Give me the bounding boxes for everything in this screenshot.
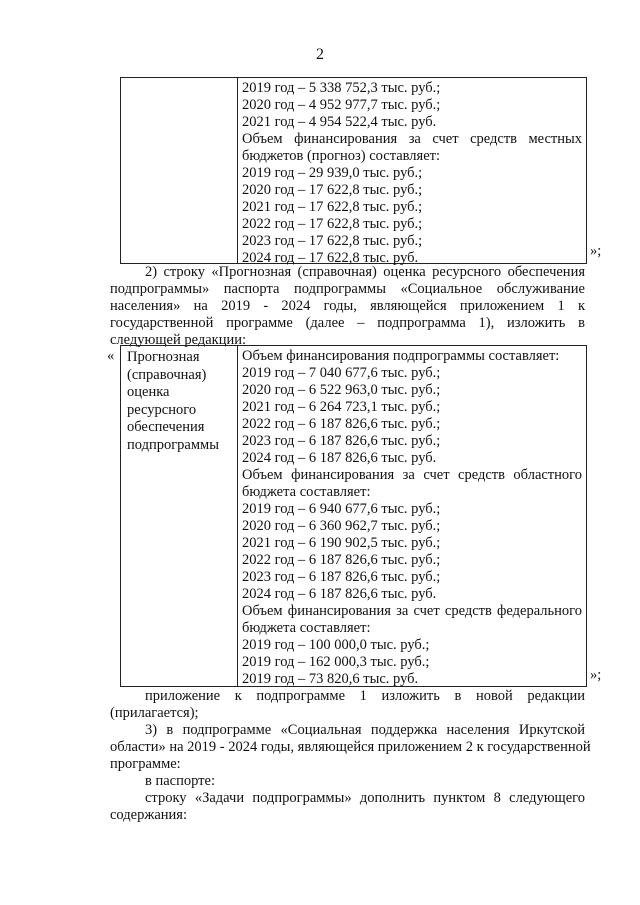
table-line: 2021 год – 6 190 902,5 тыс. руб.;	[242, 535, 441, 551]
table-line: 2024 год – 17 622,8 тыс. руб.	[242, 250, 419, 266]
paragraph-line: (прилагается);	[110, 705, 199, 721]
table-line: 2022 год – 17 622,8 тыс. руб.;	[242, 216, 423, 232]
table-line: бюджета составляет:	[242, 484, 371, 500]
paragraph-line: строку «Задачи подпрограммы» дополнить пунктом 8 следующего	[145, 790, 585, 806]
paragraph-item-3	[110, 688, 591, 824]
table-line: 2023 год – 17 622,8 тыс. руб.;	[242, 233, 423, 249]
table-left-cell-empty	[121, 78, 238, 263]
table-line: 2020 год – 17 622,8 тыс. руб.;	[242, 182, 423, 198]
table-line: бюджета составляет:	[242, 620, 371, 636]
table-line: 2023 год – 6 187 826,6 тыс. руб.;	[242, 433, 441, 449]
page-number: 2	[316, 46, 324, 63]
table-line: 2022 год – 6 187 826,6 тыс. руб.;	[242, 552, 441, 568]
left-cell-line: ресурсного	[127, 401, 197, 418]
table-right-cell	[242, 348, 582, 688]
table-line: 2024 год – 6 187 826,6 тыс. руб.	[242, 586, 437, 602]
left-cell-line: (справочная)	[127, 366, 207, 383]
financing-table-new	[120, 345, 587, 687]
table-line: 2019 год – 73 820,6 тыс. руб.	[242, 671, 419, 687]
paragraph-line: населения» на 2019 - 2024 годы, являющейся приложением 1 к	[110, 298, 585, 314]
table-line: 2019 год – 29 939,0 тыс. руб.;	[242, 165, 423, 181]
table-line: 2019 год – 7 040 677,6 тыс. руб.;	[242, 365, 441, 381]
left-cell-line: подпрограммы	[127, 436, 219, 453]
paragraph-item-2	[110, 264, 585, 349]
table-line: 2021 год – 4 954 522,4 тыс. руб.	[242, 114, 437, 130]
left-cell-line: обеспечения	[127, 419, 205, 435]
paragraph-line: программе:	[110, 756, 181, 772]
opening-quote-mark: «	[107, 348, 115, 364]
table-line: 2020 год – 6 360 962,7 тыс. руб.;	[242, 518, 441, 534]
table-right-cell	[242, 80, 582, 267]
left-cell-line: Прогнозная	[127, 349, 200, 365]
table-line: 2024 год – 6 187 826,6 тыс. руб.	[242, 450, 437, 466]
table-line: Объем финансирования за счет средств федерального	[242, 603, 582, 619]
table-line: 2023 год – 6 187 826,6 тыс. руб.;	[242, 569, 441, 585]
paragraph-line: приложение к подпрограмме 1 изложить в новой редакции	[145, 688, 585, 704]
closing-quote-mark: »;	[590, 243, 602, 259]
table-line: Объем финансирования подпрограммы составляет:	[242, 348, 560, 364]
table-line: 2019 год – 162 000,3 тыс. руб.;	[242, 654, 430, 670]
paragraph-line: в паспорте:	[145, 773, 215, 789]
table-line: 2021 год – 17 622,8 тыс. руб.;	[242, 199, 423, 215]
table-line: 2019 год – 100 000,0 тыс. руб.;	[242, 637, 430, 653]
table-line: 2019 год – 5 338 752,3 тыс. руб.;	[242, 80, 441, 96]
paragraph-line: подпрограммы» паспорта подпрограммы «Социальное обслуживание	[110, 281, 585, 297]
table-line: 2020 год – 4 952 977,7 тыс. руб.;	[242, 97, 441, 113]
table-line: Объем финансирования за счет средств местных	[242, 131, 582, 147]
paragraph-line: 2) строку «Прогнозная (справочная) оценка ресурсного обеспечения	[145, 264, 585, 280]
table-line: 2020 год – 6 522 963,0 тыс. руб.;	[242, 382, 441, 398]
paragraph-line: области» на 2019 - 2024 годы, являющейся приложением 2 к государственной	[110, 739, 591, 755]
closing-quote-mark: »;	[590, 667, 602, 683]
paragraph-line: государственной программе (далее – подпрограмма 1), изложить в	[110, 315, 585, 331]
paragraph-line: 3) в подпрограмме «Социальная поддержка населения Иркутской	[145, 722, 585, 738]
paragraph-line: следующей редакции:	[110, 332, 247, 348]
paragraph-line: содержания:	[110, 807, 188, 823]
table-line: 2021 год – 6 264 723,1 тыс. руб.;	[242, 399, 441, 415]
table-line: Объем финансирования за счет средств областного	[242, 467, 582, 483]
table-line: бюджетов (прогноз) составляет:	[242, 148, 441, 164]
table-line: 2019 год – 6 940 677,6 тыс. руб.;	[242, 501, 441, 517]
table-left-cell	[121, 346, 238, 686]
financing-table-continued	[120, 77, 587, 264]
left-cell-line: оценка	[127, 384, 170, 400]
table-line: 2022 год – 6 187 826,6 тыс. руб.;	[242, 416, 441, 432]
